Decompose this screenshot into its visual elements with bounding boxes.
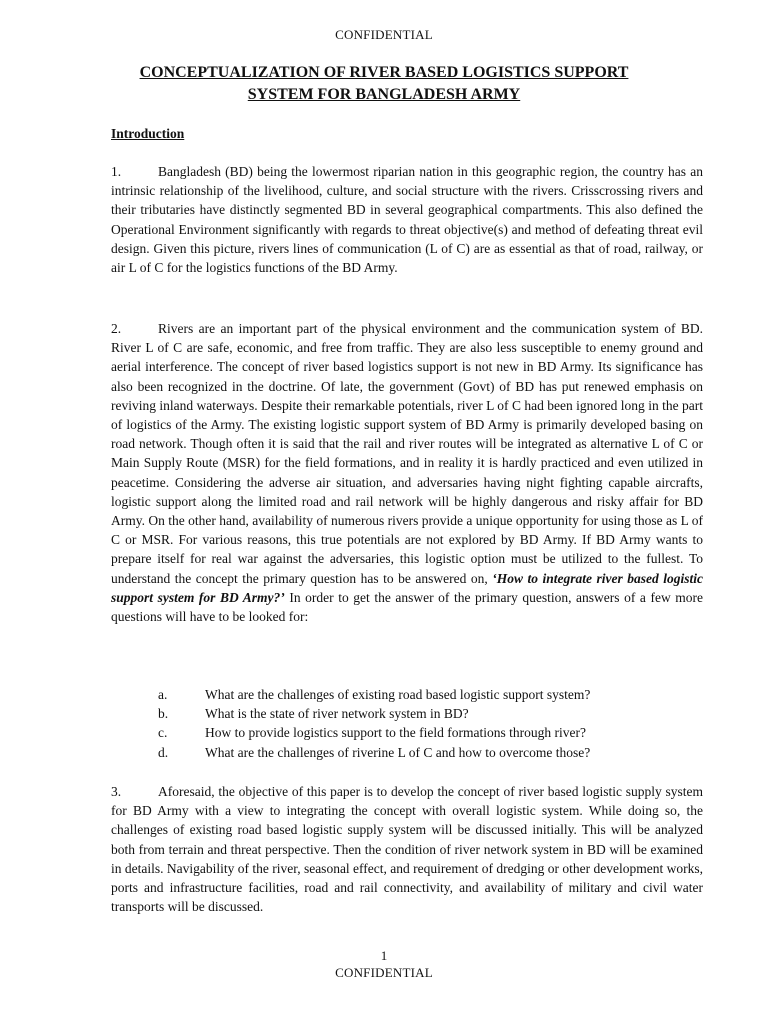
paragraph-text: Rivers are an important part of the physical environment and the communication system of BD. River L of C are safe, economic, and free from traffic. They are also less susceptible to enemy ground and aerial interference. The concept of river based logistics support is not new in BD Army. Its significance has also been recognized in the doctrine. Of late, the government (Govt) of BD has put renewed emphasis on reviving inland waterways. Despite their remarkable potentials, river L of C had been ignored long in the part of logistics of the Army. The existing logistic support system of BD Army is primarily developed basing on road network. Though often it is said that the rail and river routes will be integrated as alternative L of C or Main Supply Route (MSR) for the field formations, and in reality it is hardly practiced and even utilized in peacetime. Considering the adverse air situation, and adversaries having night fighting capable aircrafts, logistic support along the limited road and rail network will be highly dangerous and risky affair for BD Army. On the other hand, availability of numerous rivers provide a unique opportunity for using those as L of C or MSR. For various reasons, this true potentials are not explored by BD Army. If BD Army wants to prepare itself for real war against the adversaries, this logistic option must be utilized to the fullest. To understand the concept the primary question has to be answered on,	[111, 321, 703, 586]
title-line-1: CONCEPTUALIZATION OF RIVER BASED LOGISTICS SUPPORT	[139, 64, 629, 81]
paragraph-number: 2.	[111, 321, 122, 336]
list-item-label: c.	[158, 725, 168, 741]
list-item-text: How to provide logistics support to the field formations through river?	[205, 725, 586, 741]
paragraph-text: Aforesaid, the objective of this paper is to develop the concept of river based logistic supply system for BD Army with a view to integrating the concept with overall logistic system. While doing so, the challenges of existing road based logistic supply system will be discussed initially. This will be analyzed both from terrain and threat perspective. Then the condition of river network system in BD will be examined in details. Navigability of the river, seasonal effect, and requirement of dredging or other development works, ports and infrastructure facilities, road and rail connectivity, and availability of military and civil water transports will be discussed.	[111, 784, 703, 915]
paragraph-1	[111, 162, 703, 277]
list-item	[158, 685, 698, 704]
list-item	[158, 723, 698, 742]
list-item-label: a.	[158, 687, 168, 702]
confidential-footer: CONFIDENTIAL	[335, 965, 433, 980]
primary-question: ‘How to integrate river based logistic support system for BD Army?’	[111, 570, 703, 605]
paragraph-number: 3.	[111, 784, 122, 799]
question-list	[158, 685, 698, 762]
paragraph-number: 1.	[111, 164, 122, 179]
section-heading: Introduction	[111, 126, 185, 141]
list-item-text: What are the challenges of riverine L of C and how to overcome those?	[205, 744, 591, 760]
list-item	[158, 743, 698, 762]
confidential-header: CONFIDENTIAL	[335, 27, 433, 42]
page-number: 1	[380, 948, 388, 963]
list-item	[158, 704, 698, 723]
list-item-text: What are the challenges of existing road based logistic support system?	[205, 687, 591, 702]
paragraph-3	[111, 782, 703, 916]
list-item-label: d.	[158, 744, 169, 760]
document-title	[90, 62, 678, 106]
title-line-2: SYSTEM FOR BANGLADESH ARMY	[247, 86, 521, 103]
list-item-label: b.	[158, 706, 169, 722]
list-item-text: What is the state of river network system in BD?	[205, 706, 469, 722]
paragraph-text: Bangladesh (BD) being the lowermost riparian nation in this geographic region, the country has an intrinsic relationship of the livelihood, culture, and social structure with the rivers. Crisscrossing rivers and their tributaries have distinctly segmented BD in several geographical compartments. This also defined the Operational Environment significantly with regards to threat objective(s) and method of defeating threat evil design. Given this picture, rivers lines of communication (L of C) are as essential as that of road, railway, or air L of C for the logistics functions of the BD Army.	[111, 164, 703, 276]
paragraph-text-continued: In order to get the answer of the primary question, answers of a few more questions will have to be looked for:	[111, 589, 703, 625]
paragraph-2	[111, 319, 703, 626]
